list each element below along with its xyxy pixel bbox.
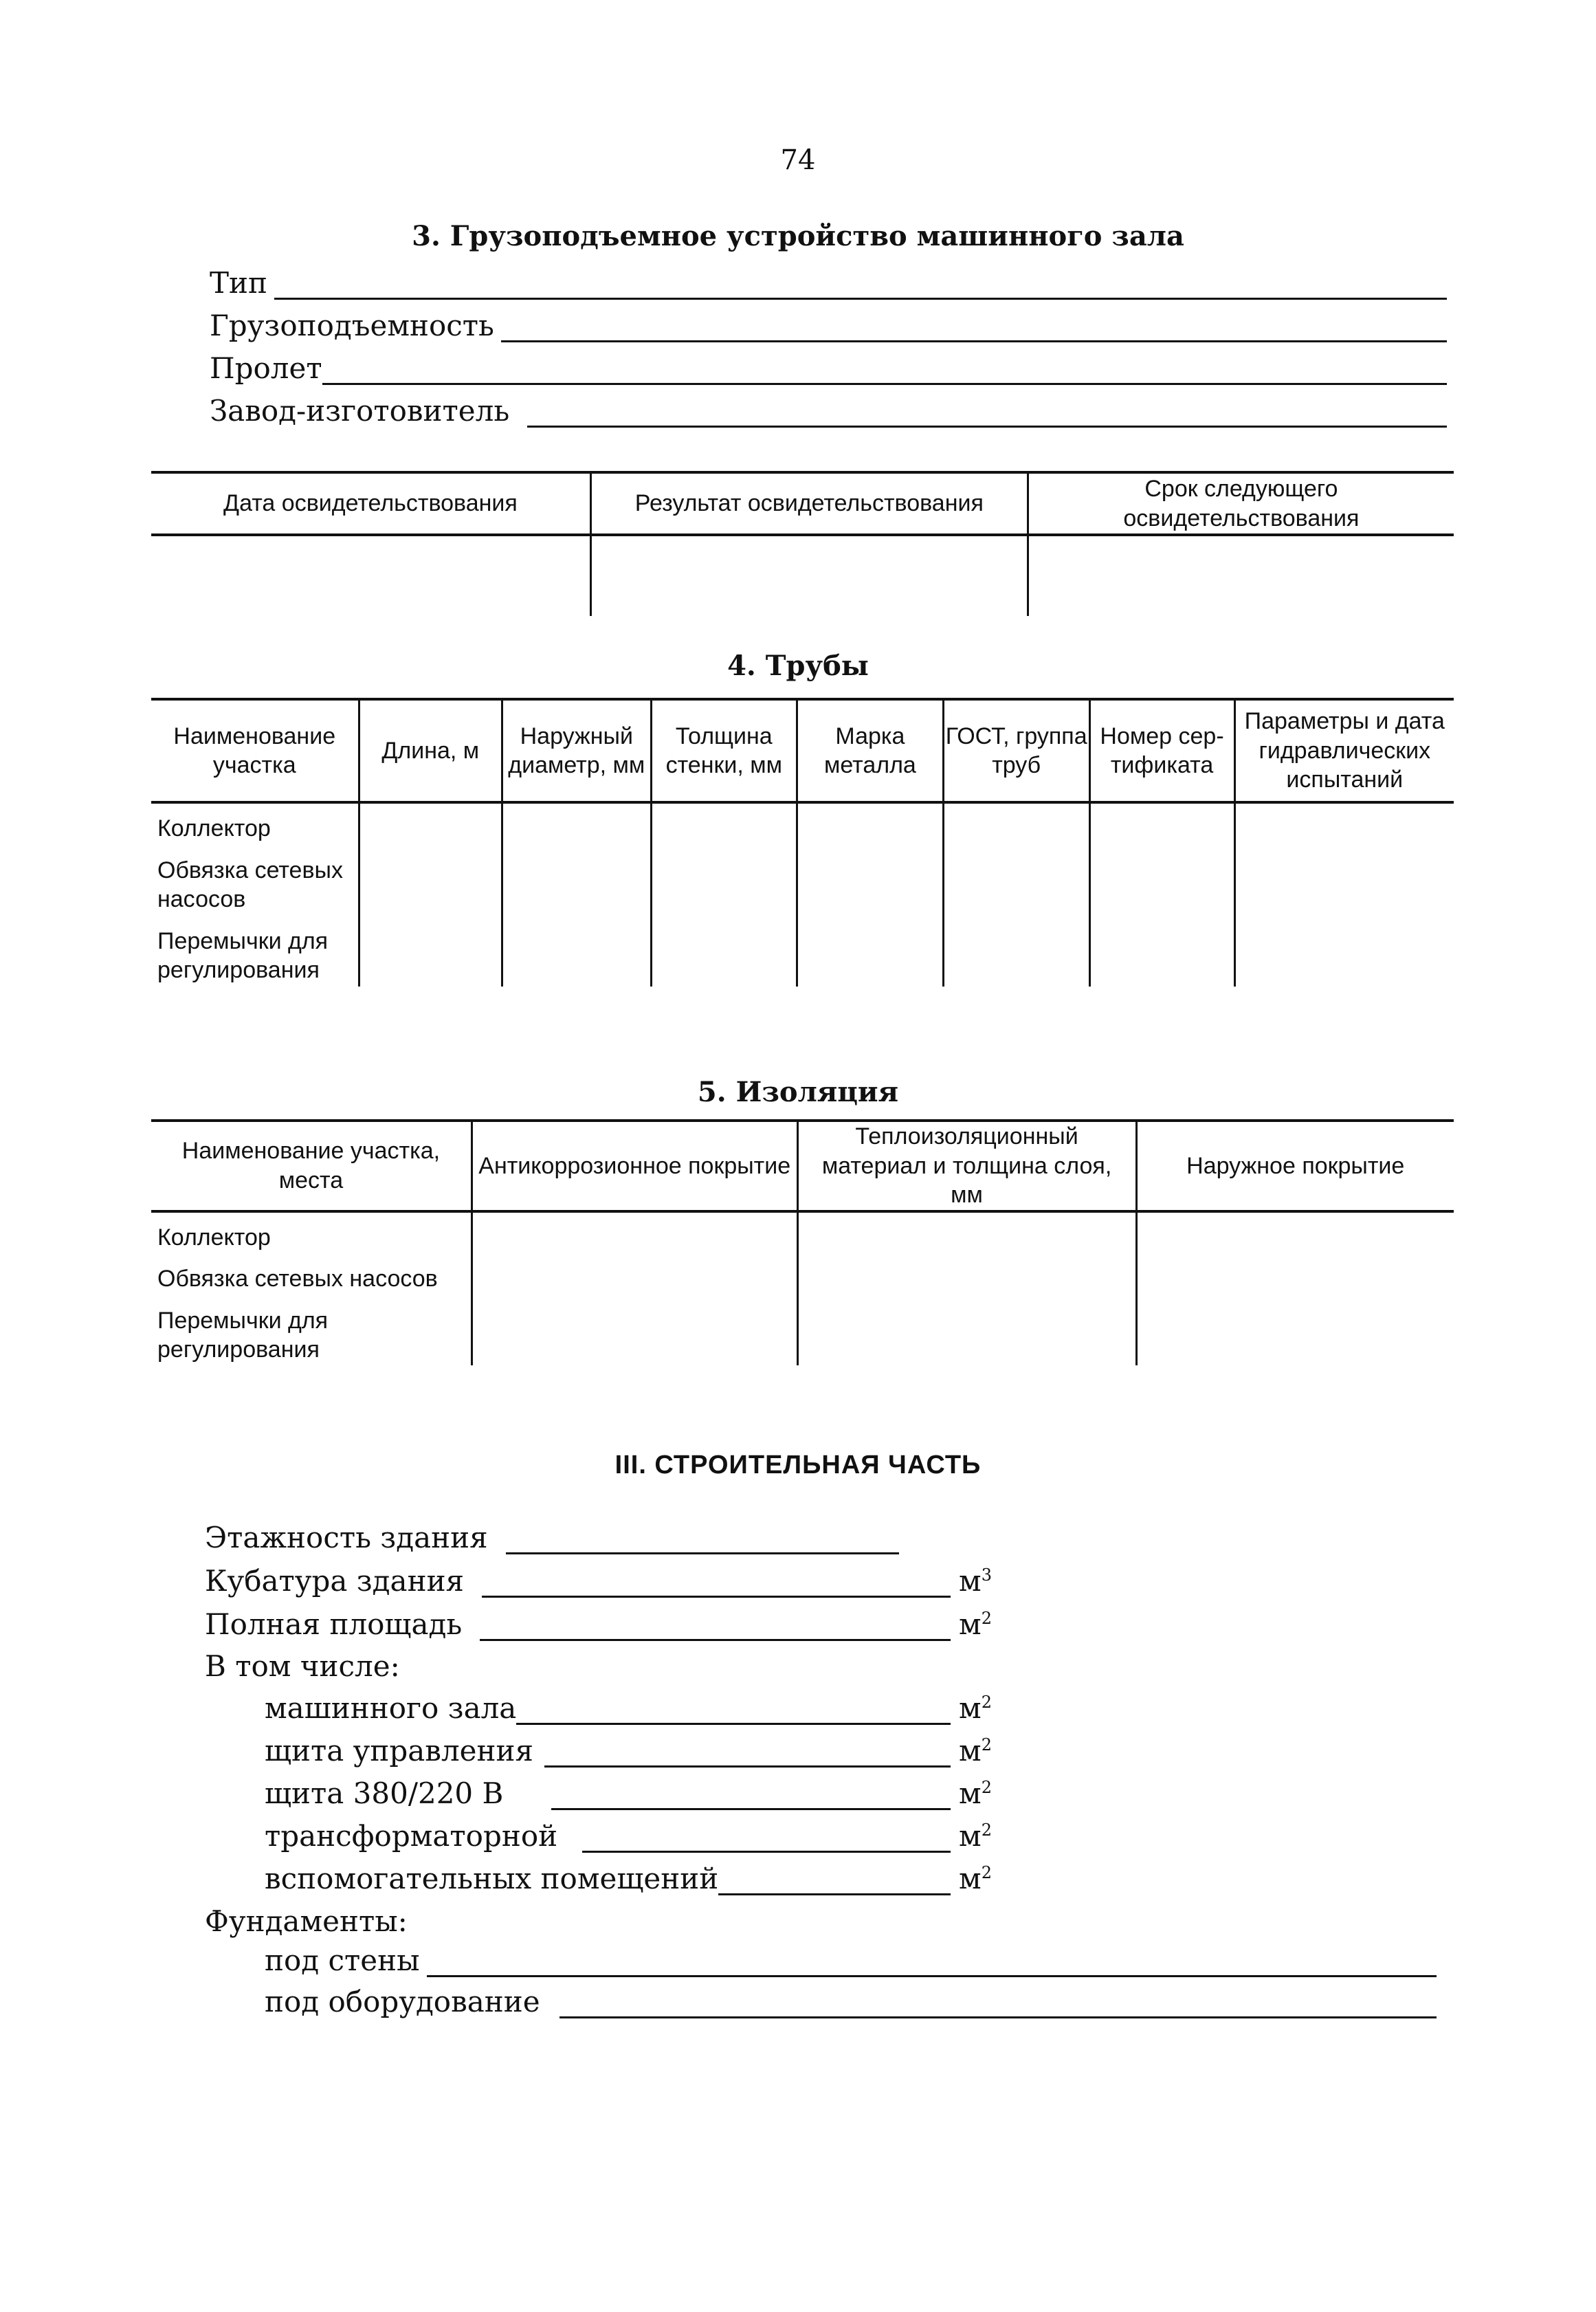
field-capacity[interactable] xyxy=(210,304,1447,342)
field-label: Пролет xyxy=(210,351,322,385)
table-cell[interactable] xyxy=(797,802,943,987)
row-labels-cell xyxy=(151,802,359,987)
col-header: Срок следующего освидетельствования xyxy=(1028,472,1454,535)
field-blank[interactable] xyxy=(551,1781,951,1810)
including-label: В том числе: xyxy=(205,1649,400,1683)
col-header: Марка металла xyxy=(797,699,943,802)
field-span[interactable] xyxy=(210,346,1447,385)
col-header: Результат освидетельствования xyxy=(590,472,1028,535)
field-blank[interactable] xyxy=(506,1525,899,1554)
field-volume[interactable] xyxy=(205,1559,992,1598)
unit-m2: $м^2$ xyxy=(959,1776,992,1810)
field-control-board[interactable] xyxy=(265,1729,992,1768)
col-header: Наружное покрытие xyxy=(1136,1121,1454,1211)
table-cell[interactable] xyxy=(502,802,651,987)
field-blank[interactable] xyxy=(527,398,1447,428)
field-blank[interactable] xyxy=(501,313,1447,342)
col-header: Длина, м xyxy=(359,699,502,802)
pipes-table xyxy=(151,698,1454,987)
section-3-title: 3. Грузоподъемное устройство машинного зала xyxy=(412,220,1184,252)
table-cell[interactable] xyxy=(943,802,1089,987)
col-header: Дата освидетельствования xyxy=(223,490,518,517)
row-label: Перемычки для регулирования xyxy=(157,927,329,983)
col-header: Наружный диаметр, мм xyxy=(502,699,651,802)
field-foundation-walls[interactable] xyxy=(265,1939,1437,1977)
field-label: Этажность здания xyxy=(205,1521,488,1554)
field-blank[interactable] xyxy=(480,1611,951,1641)
field-blank[interactable] xyxy=(274,270,1447,300)
field-label: Тип xyxy=(210,266,267,300)
field-blank[interactable] xyxy=(427,1948,1437,1977)
field-label: под оборудование xyxy=(265,1985,540,2018)
unit-m2: $м^2$ xyxy=(959,1819,992,1853)
col-header: Номер сер-тификата xyxy=(1089,699,1234,802)
unit-m3: $м^3$ xyxy=(959,1564,992,1598)
col-header: ГОСТ, группа труб xyxy=(943,699,1089,802)
field-label: Завод-изготовитель xyxy=(210,394,510,428)
field-blank[interactable] xyxy=(482,1568,951,1598)
unit-m2: $м^2$ xyxy=(959,1607,992,1641)
table-cell[interactable] xyxy=(359,802,502,987)
field-label: вспомогательных помещений xyxy=(265,1862,719,1895)
col-header: Антикоррозионное покрытие xyxy=(472,1121,797,1211)
field-blank[interactable] xyxy=(582,1823,951,1853)
field-label: Кубатура здания xyxy=(205,1564,465,1598)
field-label: машинного зала xyxy=(265,1691,517,1725)
table-cell[interactable] xyxy=(797,1211,1136,1365)
row-label: Перемычки для регулирования xyxy=(157,1307,329,1363)
row-label: Обвязка сетевых насосов xyxy=(157,857,343,912)
field-board-380[interactable] xyxy=(265,1772,992,1810)
field-label: щита управления xyxy=(265,1734,533,1768)
field-label: Полная площадь xyxy=(205,1607,463,1641)
table-cell[interactable] xyxy=(472,1211,797,1365)
section-5-title: 5. Изоляция xyxy=(697,1076,899,1108)
col-header: Параметры и дата гидравлических испытаний xyxy=(1234,699,1454,802)
col-header: Теплоизоляционный материал и толщина слоя, мм xyxy=(797,1121,1136,1211)
row-label: Коллектор xyxy=(157,815,271,841)
field-label: Грузоподъемность xyxy=(210,309,494,342)
field-type[interactable] xyxy=(210,261,1447,300)
field-foundation-equipment[interactable] xyxy=(265,1980,1437,2018)
inspection-table xyxy=(151,471,1454,616)
table-cell[interactable] xyxy=(590,535,1028,616)
row-label: Коллектор xyxy=(157,1224,271,1251)
page-number: 74 xyxy=(780,144,816,176)
field-label: под стены xyxy=(265,1944,420,1977)
field-auxiliary[interactable] xyxy=(265,1857,992,1895)
field-blank[interactable] xyxy=(544,1738,951,1768)
field-area[interactable] xyxy=(205,1603,992,1641)
field-blank[interactable] xyxy=(718,1866,951,1895)
field-label: трансформаторной xyxy=(265,1819,558,1853)
col-header: Толщина стенки, мм xyxy=(651,699,797,802)
table-cell[interactable] xyxy=(151,535,590,616)
unit-m2: $м^2$ xyxy=(959,1862,992,1895)
unit-m2: $м^2$ xyxy=(959,1734,992,1768)
field-machine-hall[interactable] xyxy=(265,1686,992,1725)
row-label: Обвязка сетевых насосов xyxy=(157,1266,438,1292)
part-3-title: III. СТРОИТЕЛЬНАЯ ЧАСТЬ xyxy=(614,1451,982,1479)
table-cell[interactable] xyxy=(1136,1211,1454,1365)
field-blank[interactable] xyxy=(559,1989,1437,2018)
table-cell[interactable] xyxy=(1234,802,1454,987)
col-header: Наименование участка xyxy=(173,723,336,778)
field-transformer[interactable] xyxy=(265,1814,992,1853)
field-manufacturer[interactable] xyxy=(210,389,1447,428)
section-4-title: 4. Трубы xyxy=(727,650,869,682)
table-cell[interactable] xyxy=(1028,535,1454,616)
field-label: щита 380/220 В xyxy=(265,1776,504,1810)
col-header: Наименование участка, места xyxy=(181,1138,441,1193)
row-labels-cell xyxy=(151,1211,472,1365)
table-cell[interactable] xyxy=(651,802,797,987)
field-blank[interactable] xyxy=(516,1695,951,1725)
foundations-label: Фундаменты: xyxy=(205,1904,408,1938)
unit-m2: $м^2$ xyxy=(959,1691,992,1725)
table-cell[interactable] xyxy=(1089,802,1234,987)
insulation-table xyxy=(151,1119,1454,1365)
field-floors[interactable] xyxy=(205,1516,940,1554)
field-blank[interactable] xyxy=(322,355,1447,385)
